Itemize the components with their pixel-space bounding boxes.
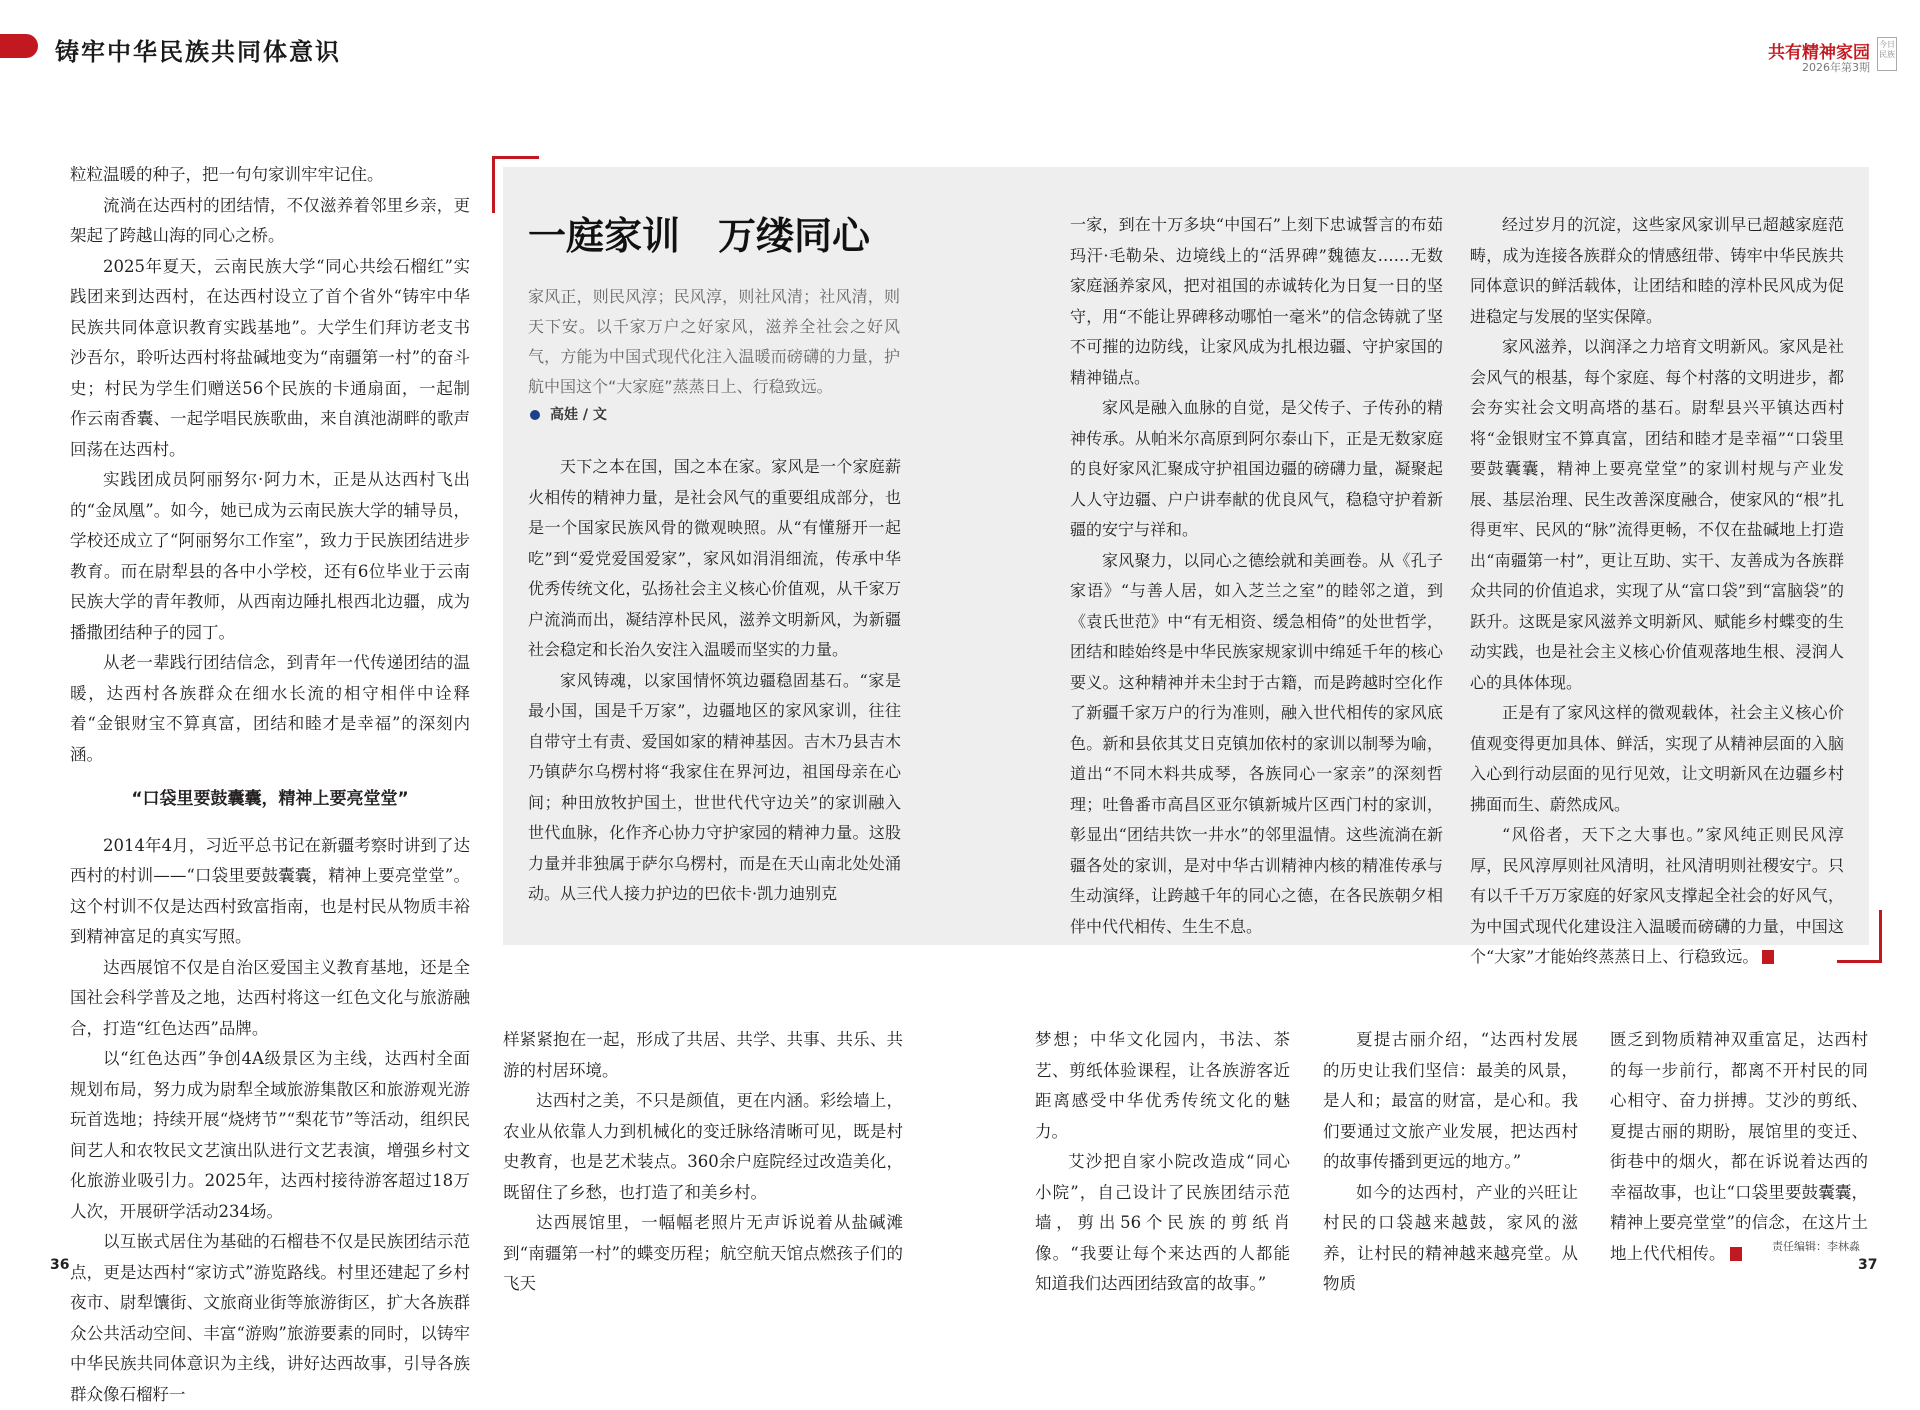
page-number-right: 37 bbox=[1858, 1257, 1878, 1273]
paragraph bbox=[1470, 820, 1844, 973]
paragraph: 2025年夏天，云南民族大学“同心共绘石榴红”实践团来到达西村，在达西村设立了首个省外“铸牢中华民族共同体意识教育实践基地”。大学生们拜访老支书沙吾尔，聆听达西村将盐碱地变为“南疆第一村”的奋斗史；村民为学生们赠送56个民族的卡通扇面，一起制作云南香囊、一起学唱民族歌曲，来自滇池湖畔的歌声回荡在达西村。 bbox=[70, 256, 470, 459]
paragraph: 以“红色达西”争创4A级景区为主线，达西村全面规划布局，努力成为尉犁全域旅游集散区和旅游观光游玩首选地；持续开展“烧烤节”“梨花节”等活动，组织民间艺人和农牧民文艺演出队进行文艺表演，增强乡村文化旅游业吸引力。2025年，达西村接待游客超过18万人次，开展研学活动234场。 bbox=[70, 1049, 470, 1221]
magazine-badge: 今日民族 bbox=[1877, 37, 1897, 71]
paragraph: 家风滋养，以润泽之力培育文明新风。家风是社会风气的根基，每个家庭、每个村落的文明进步，都会夯实社会文明高塔的基石。尉犁县兴平镇达西村将“金银财宝不算真富，团结和睦才是幸福”“口袋里要鼓囊囊，精神上要亮堂堂”的家训村规与产业发展、基层治理、民生改善深度融合，使家风的“根”扎得更牢、民风的“脉”流得更畅，不仅在盐碱地上打造出“南疆第一村”，更让互助、实干、友善成为各族群众共同的价值追求，实现了从“富口袋”到“富脑袋”的跃升。这既是家风滋养文明新风、赋能乡村蝶变的生动实践，也是社会主义核心价值观落地生根、浸润人心的具体体现。 bbox=[1470, 337, 1844, 692]
left-page-column bbox=[70, 160, 470, 1410]
paragraph: 正是有了家风这样的微观载体，社会主义核心价值观变得更加具体、鲜活，实现了从精神层面的入脑入心到行动层面的见行见效，让文明新风在边疆乡村拂面而生、蔚然成风。 bbox=[1470, 703, 1844, 814]
section-title: 铸牢中华民族共同体意识 bbox=[55, 38, 341, 66]
paragraph: 家风铸魂，以家国情怀筑边疆稳固基石。“家是最小国，国是千万家”，边疆地区的家风家训，往往自带守土有责、爱国如家的精神基因。吉木乃县吉木乃镇萨尔乌楞村将“我家住在界河边，祖国母亲在心间；种田放牧护国土，世世代代守边关”的家训融入世代血脉，化作齐心协力守护家园的精神力量。这股力量并非独属于萨尔乌楞村，而是在天山南北处处涌动。从三代人接力护边的巴依卡·凯力迪别克 bbox=[528, 670, 901, 903]
bottom-column-c bbox=[1323, 1025, 1578, 1300]
closing-text: “风俗者，天下之大事也。”家风纯正则民风淳厚，民风淳厚则社风清明，社风清明则社稷安宁。只有以千千万万家庭的好家风支撑起全社会的好风气，为中国式现代化建设注入温暖而磅礴的力量，中国这个“大家”才能始终蒸蒸日上、行稳致远。 bbox=[1470, 825, 1844, 966]
author-bullet-icon bbox=[530, 410, 540, 420]
paragraph: 粒粒温暖的种子，把一句句家训牢牢记住。 bbox=[70, 165, 384, 184]
feature-column-1 bbox=[528, 452, 901, 910]
paragraph: 达西村之美，不只是颜值，更在内涵。彩绘墙上，农业从依靠人力到机械化的变迁脉络清晰可见，既是村史教育，也是艺术装点。360余户庭院经过改造美化，既留住了乡愁，也打造了和美乡村。 bbox=[503, 1091, 903, 1202]
paragraph: 达西展馆不仅是自治区爱国主义教育基地，还是全国社会科学普及之地，达西村将这一红色文化与旅游融合，打造“红色达西”品牌。 bbox=[70, 957, 470, 1038]
paragraph: 经过岁月的沉淀，这些家风家训早已超越家庭范畴，成为连接各族群众的情感纽带、铸牢中华民族共同体意识的鲜活载体，让团结和睦的淳朴民风成为促进稳定与发展的坚实保障。 bbox=[1470, 215, 1844, 326]
paragraph: 达西展馆里，一幅幅老照片无声诉说着从盐碱滩到“南疆第一村”的蝶变历程；航空航天馆点燃孩子们的飞天 bbox=[503, 1213, 903, 1293]
paragraph: 从老一辈践行团结信念，到青年一代传递团结的温暖，达西村各族群众在细水长流的相守相伴中诠释着“金银财宝不算真富，团结和睦才是幸福”的深刻内涵。 bbox=[70, 653, 470, 764]
feature-title: 一庭家训 万缕同心 bbox=[528, 214, 871, 258]
author-byline: 高娃 / 文 bbox=[550, 407, 607, 423]
paragraph: 实践团成员阿丽努尔·阿力木，正是从达西村飞出的“金凤凰”。如今，她已成为云南民族大学的辅导员，学校还成立了“阿丽努尔工作室”，致力于民族团结进步教育。而在尉犁县的各中小学校，还有6位毕业于云南民族大学的青年教师，从西南边陲扎根西北边疆，成为播撒团结种子的园丁。 bbox=[70, 470, 470, 642]
bottom-column-d bbox=[1610, 1025, 1868, 1269]
issue-label: 2026年第3期 bbox=[1802, 61, 1870, 74]
paragraph: 流淌在达西村的团结情，不仅滋养着邻里乡亲，更架起了跨越山海的同心之桥。 bbox=[70, 195, 470, 245]
subheading: “口袋里要鼓囊囊，精神上要亮堂堂” bbox=[131, 789, 409, 809]
editor-credit: 责任编辑：李林淼 bbox=[1772, 1240, 1860, 1253]
paragraph: 家风是融入血脉的自觉，是父传子、子传孙的精神传承。从帕米尔高原到阿尔泰山下，正是无数家庭的良好家风汇聚成守护祖国边疆的磅礴力量，凝聚起人人守边疆、户户讲奉献的优良风气，稳稳守护着新疆的安宁与祥和。 bbox=[1070, 398, 1443, 539]
feature-column-2 bbox=[1070, 210, 1443, 942]
paragraph: 家风聚力，以同心之德绘就和美画卷。从《孔子家语》“与善人居，如入芝兰之室”的睦邻之道，到《袁氏世范》中“有无相资、缓急相倚”的处世哲学，团结和睦始终是中华民族家规家训中绵延千年的核心要义。这种精神并未尘封于古籍，而是跨越时空化作了新疆千家万户的行为准则，融入世代相传的家风底色。新和县依其艾日克镇加依村的家训以制琴为喻，道出“不同木料共成琴，各族同心一家亲”的深刻哲理；吐鲁番市高昌区亚尔镇新城片区西门村的家训，彰显出“团结共饮一井水”的邻里温情。这些流淌在新疆各处的家训，是对中华古训精神内核的精准传承与生动演绎，让跨越千年的同心之德，在各民族朝夕相伴中代代相传、生生不息。 bbox=[1070, 550, 1443, 936]
bottom-column-a bbox=[503, 1025, 903, 1300]
feature-column-3 bbox=[1470, 210, 1844, 973]
page-number-left: 36 bbox=[50, 1257, 70, 1273]
closing-text: 匮乏到物质精神双重富足，达西村的每一步前行，都离不开村民的同心相守、奋力拼搏。艾沙的剪纸、夏提古丽的期盼，展馆里的变迁、街巷中的烟火，都在诉说着达西的幸福故事，也让“口袋里要鼓囊囊，精神上要亮堂堂”的信念，在这片土地上代代相传。 bbox=[1610, 1030, 1868, 1263]
bottom-column-b bbox=[1035, 1025, 1290, 1300]
paragraph bbox=[1610, 1025, 1868, 1269]
paragraph: 一家，到在十万多块“中国石”上刻下忠诚誓言的布茹玛汗·毛勒朵、边境线上的“活界碑”魏德友……无数家庭涵养家风，把对祖国的赤诚转化为日复一日的坚守，用“不能让界碑移动哪怕一毫米”的信念铸就了坚不可摧的边防线，让家风成为扎根边疆、守护家国的精神锚点。 bbox=[1070, 215, 1443, 387]
paragraph: 梦想；中华文化园内，书法、茶艺、剪纸体验课程，让各族游客近距离感受中华优秀传统文化的魅力。 bbox=[1035, 1030, 1290, 1141]
paragraph: 样紧紧抱在一起，形成了共居、共学、共事、共乐、共游的村居环境。 bbox=[503, 1030, 903, 1080]
paragraph: 夏提古丽介绍，“达西村发展的历史让我们坚信：最美的风景，是人和；最富的财富，是心和。我们要通过文旅产业发展，把达西村的故事传播到更远的地方。” bbox=[1323, 1030, 1578, 1171]
end-mark-icon bbox=[1762, 950, 1774, 964]
paragraph: 以互嵌式居住为基础的石榴巷不仅是民族团结示范点，更是达西村“家访式”游览路线。村里还建起了乡村夜市、尉犁馕街、文旅商业街等旅游街区，扩大各族群众公共活动空间、丰富“游购”旅游要素的同时，以铸牢中华民族共同体意识为主线，讲好达西故事，引导各族群众像石榴籽一 bbox=[70, 1232, 470, 1404]
paragraph: 如今的达西村，产业的兴旺让村民的口袋越来越鼓，家风的滋养，让村民的精神越来越亮堂。从物质 bbox=[1323, 1182, 1578, 1293]
brand-title: 共有精神家园 bbox=[1768, 43, 1870, 63]
header-red-tab bbox=[0, 34, 38, 58]
paragraph: 2014年4月，习近平总书记在新疆考察时讲到了达西村的村训——“口袋里要鼓囊囊，精神上要亮堂堂”。这个村训不仅是达西村致富指南，也是村民从物质丰裕到精神富足的真实写照。 bbox=[70, 835, 470, 946]
paragraph: 天下之本在国，国之本在家。家风是一个家庭薪火相传的精神力量，是社会风气的重要组成部分，也是一个国家民族风骨的微观映照。从“有懂掰开一起吃”到“爱党爱国爱家”，家风如涓涓细流，传承中华优秀传统文化，弘扬社会主义核心价值观，从千家万户流淌而出，凝结淳朴民风，滋养文明新风，为新疆社会稳定和长治久安注入温暖而坚实的力量。 bbox=[528, 457, 901, 659]
paragraph: 艾沙把自家小院改造成“同心小院”，自己设计了民族团结示范墙，剪出56个民族的剪纸肖像。“我要让每个来达西的人都能知道我们达西团结致富的故事。” bbox=[1035, 1152, 1290, 1293]
feature-lead: 家风正，则民风淳；民风淳，则社风清；社风清，则天下安。以千家万户之好家风，滋养全社会之好风气，方能为中国式现代化注入温暖而磅礴的力量，护航中国这个“大家庭”蒸蒸日上、行稳致远。 bbox=[528, 287, 900, 396]
